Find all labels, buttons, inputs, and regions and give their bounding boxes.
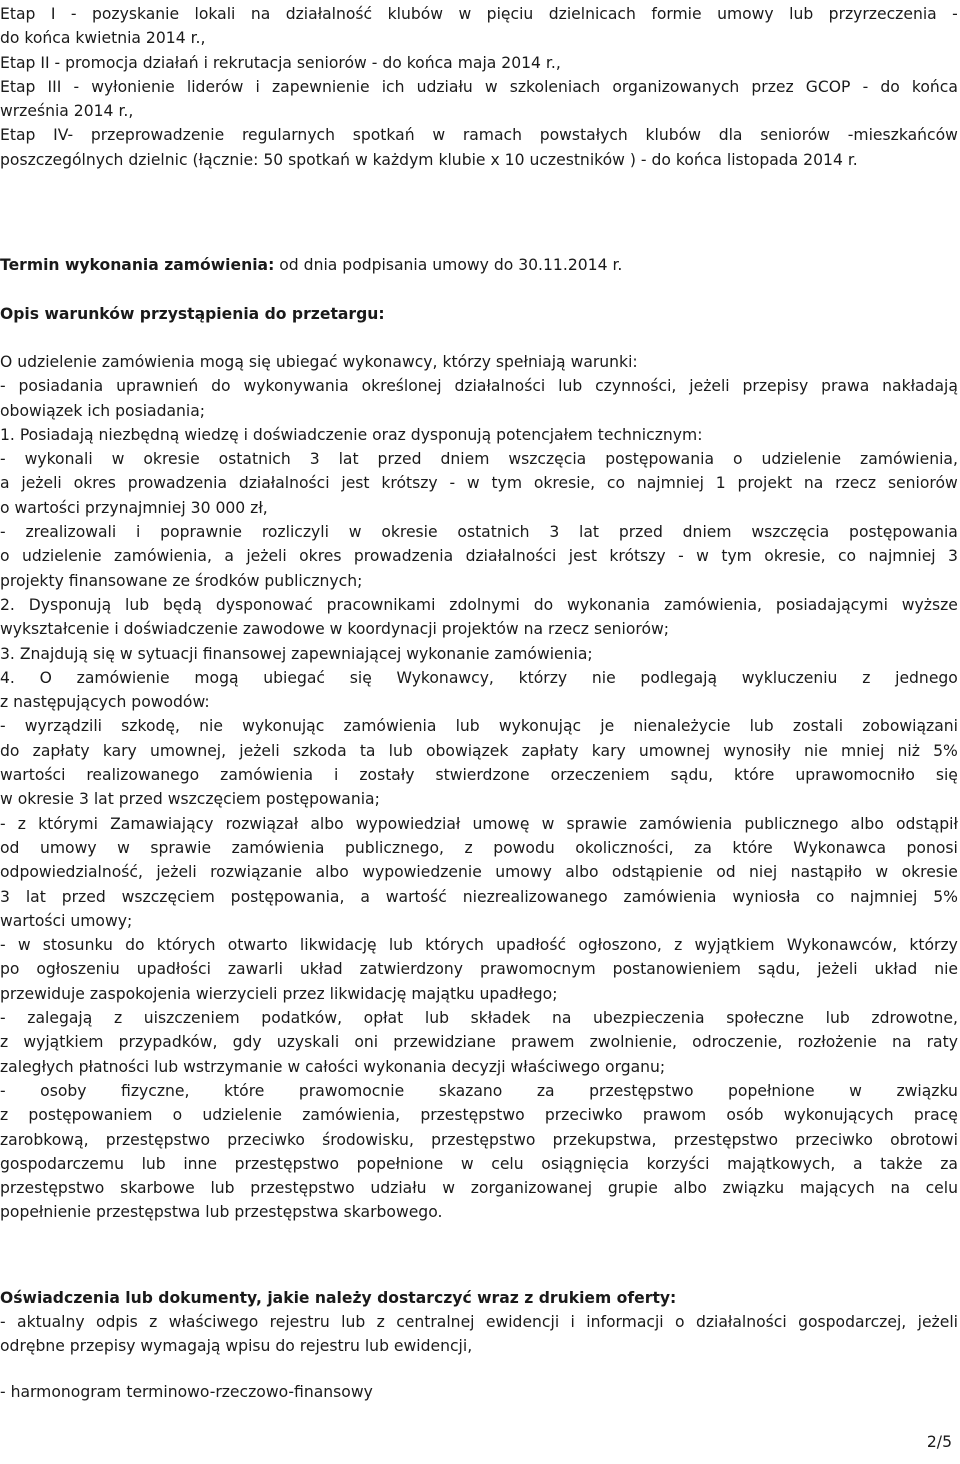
text-line: do zapłaty kary umownej, jeżeli szkoda ta lub obowiązek zapłaty kary umownej wynosiły nie mniej niż 5% — [0, 741, 958, 760]
text-line: - zrealizowali i poprawnie rozliczyli w okresie ostatnich 3 lat przed dniem wszczęcia postępowania — [0, 523, 958, 542]
text-line: - w stosunku do których otwarto likwidację lub których upadłość ogłoszono, z wyjątkiem Wykonawców, którzy — [0, 936, 958, 955]
text-line: z wyjątkiem przypadków, gdy uzyskali oni przewidziane prawem zwolnienie, odroczenie, rozłożenie na raty — [0, 1033, 958, 1052]
text-line: odpowiedzialność, jeżeli rozwiązanie albo wypowiedzenie umowy albo odstąpienie od niej nastąpiło w okresie — [0, 863, 958, 882]
text-line: - z którymi Zamawiający rozwiązał albo wypowiedział umowę w sprawie zamówienia publicznego albo odstąpił — [0, 814, 958, 833]
text-line: o wartości przynajmniej 30 000 zł, — [0, 498, 268, 517]
text-line: popełnienie przestępstwa lub przestępstwa skarbowego. — [0, 1203, 443, 1222]
text-line: przewiduje zaspokojenia wierzycieli przez likwidację majątku upadłego; — [0, 984, 558, 1003]
documents-body — [0, 1310, 958, 1359]
text-line: a jeżeli okres prowadzenia działalności jest krótszy - w tym okresie, co najmniej 1 projekt na rzecz seniorów — [0, 474, 958, 493]
text-line: 3. Znajdują się w sytuacji finansowej zapewniającej wykonanie zamówienia; — [0, 644, 593, 663]
term-section — [0, 253, 958, 277]
term-line — [0, 253, 958, 277]
conditions-heading-block — [0, 302, 958, 326]
term-label: Termin wykonania zamówienia: — [0, 256, 275, 274]
text-line: w okresie 3 lat przed wszczęciem postępowania; — [0, 790, 380, 809]
term-value: od dnia podpisania umowy do 30.11.2014 r. — [274, 256, 623, 274]
text-line: z następujących powodów: — [0, 693, 210, 712]
text-line: 2. Dysponują lub będą dysponować pracownikami zdolnymi do wykonania zamówienia, posiadającymi wyższe — [0, 595, 958, 614]
documents-heading: Oświadczenia lub dokumenty, jakie należy dostarczyć wraz z drukiem oferty: — [0, 1289, 677, 1307]
text-line: zarobkową, przestępstwo przeciwko środowisku, przestępstwo przekupstwa, przestępstwo przeciwko obrotowi — [0, 1130, 958, 1149]
text-line: - osoby fizyczne, które prawomocnie skazano za przestępstwo popełnione w związku — [0, 1081, 958, 1100]
text-line: Etap IV- przeprowadzenie regularnych spotkań w ramach powstałych klubów dla seniorów -mieszkańców — [0, 126, 958, 145]
text-line: - wykonali w okresie ostatnich 3 lat przed dniem wszczęcia postępowania o udzielenie zamówienia, — [0, 450, 958, 469]
text-line: o udzielenie zamówienia, a jeżeli okres prowadzenia działalności jest krótszy - w tym okresie, co najmniej 3 — [0, 547, 958, 566]
text-line: wartości umowy; — [0, 911, 133, 930]
conditions-heading: Opis warunków przystąpienia do przetargu: — [0, 305, 385, 323]
text-line: 4. O zamówienie mogą ubiegać się Wykonawcy, którzy nie podlegają wykluczeniu z jednego — [0, 668, 958, 687]
text-line: września 2014 r., — [0, 102, 134, 121]
text-line: 1. Posiadają niezbędną wiedzę i doświadczenie oraz dysponują potencjałem technicznym: — [0, 425, 703, 444]
text-line: wykształcenie i doświadczenie zawodowe w koordynacji projektów na rzecz seniorów; — [0, 620, 670, 639]
text-line: wartości realizowanego zamówienia i zostały stwierdzone orzeczeniem sądu, które uprawomocniło się — [0, 766, 958, 785]
text-line: gospodarczemu lub inne przestępstwo popełnione w celu osiągnięcia korzyści majątkowych, a także za — [0, 1154, 958, 1173]
page-number: 2/5 — [926, 1433, 952, 1451]
text-line: Etap I - pozyskanie lokali na działalność klubów w pięciu dzielnicach formie umowy lub przyrzeczenia - — [0, 5, 958, 23]
stages-section — [0, 2, 958, 172]
text-line: poszczególnych dzielnic (łącznie: 50 spotkań w każdym klubie x 10 uczestników ) - do końca listopada 2014 r. — [0, 150, 858, 169]
text-line: Etap III - wyłonienie liderów i zapewnienie ich udziału w szkoleniach organizowanych przez GCOP - do końca — [0, 77, 958, 96]
text-line: 3 lat przed wszczęciem postępowania, a wartość niezrealizowanego zamówienia wyniosła co najmniej 5% — [0, 887, 958, 906]
text-line: od umowy w sprawie zamówienia publicznego, z powodu okoliczności, za które Wykonawca ponosi — [0, 838, 958, 857]
text-line: obowiązek ich posiadania; — [0, 401, 206, 420]
schedule-line: - harmonogram terminowo-rzeczowo-finansowy — [0, 1383, 373, 1401]
stage-4 — [0, 123, 958, 172]
text-line: projekty finansowane ze środków publicznych; — [0, 571, 363, 590]
stage-2 — [0, 51, 958, 75]
text-line: do końca kwietnia 2014 r., — [0, 29, 206, 48]
conditions-body — [0, 350, 958, 1225]
text-line: Etap II - promocja działań i rekrutacja seniorów - do końca maja 2014 r., — [0, 53, 561, 72]
text-line: z postępowaniem o udzielenie zamówienia, przestępstwo przeciwko prawom osób wykonujących pracę — [0, 1106, 958, 1125]
documents-heading-block — [0, 1286, 958, 1310]
text-line: przestępstwo skarbowe lub przestępstwo udziału w zorganizowanej grupie albo związku mających na celu — [0, 1179, 958, 1198]
schedule-block — [0, 1380, 958, 1404]
text-line: po ogłoszeniu upadłości zawarli układ zatwierdzony prawomocnym postanowieniem sądu, jeżeli układ nie — [0, 960, 958, 979]
stage-3 — [0, 75, 958, 124]
text-line: zaległych płatności lub wstrzymanie w całości wykonania decyzji właściwego organu; — [0, 1057, 666, 1076]
text-line: O udzielenie zamówienia mogą się ubiegać wykonawcy, którzy spełniają warunki: — [0, 353, 638, 371]
text-line: - wyrządzili szkodę, nie wykonując zamówienia lub wykonując je nienależycie lub zostali zobowiązani — [0, 717, 958, 736]
text-line: - zalegają z uiszczeniem podatków, opłat lub składek na ubezpieczenia społeczne lub zdrowotne, — [0, 1009, 958, 1028]
text-line: odrębne przepisy wymagają wpisu do rejestru lub ewidencji, — [0, 1337, 473, 1356]
text-line: - aktualny odpis z właściwego rejestru lub z centralnej ewidencji i informacji o działalności gospodarczej, jeżeli — [0, 1313, 958, 1331]
text-line: - posiadania uprawnień do wykonywania określonej działalności lub czynności, jeżeli przepisy prawa nakładają — [0, 377, 958, 396]
stage-1 — [0, 2, 958, 51]
